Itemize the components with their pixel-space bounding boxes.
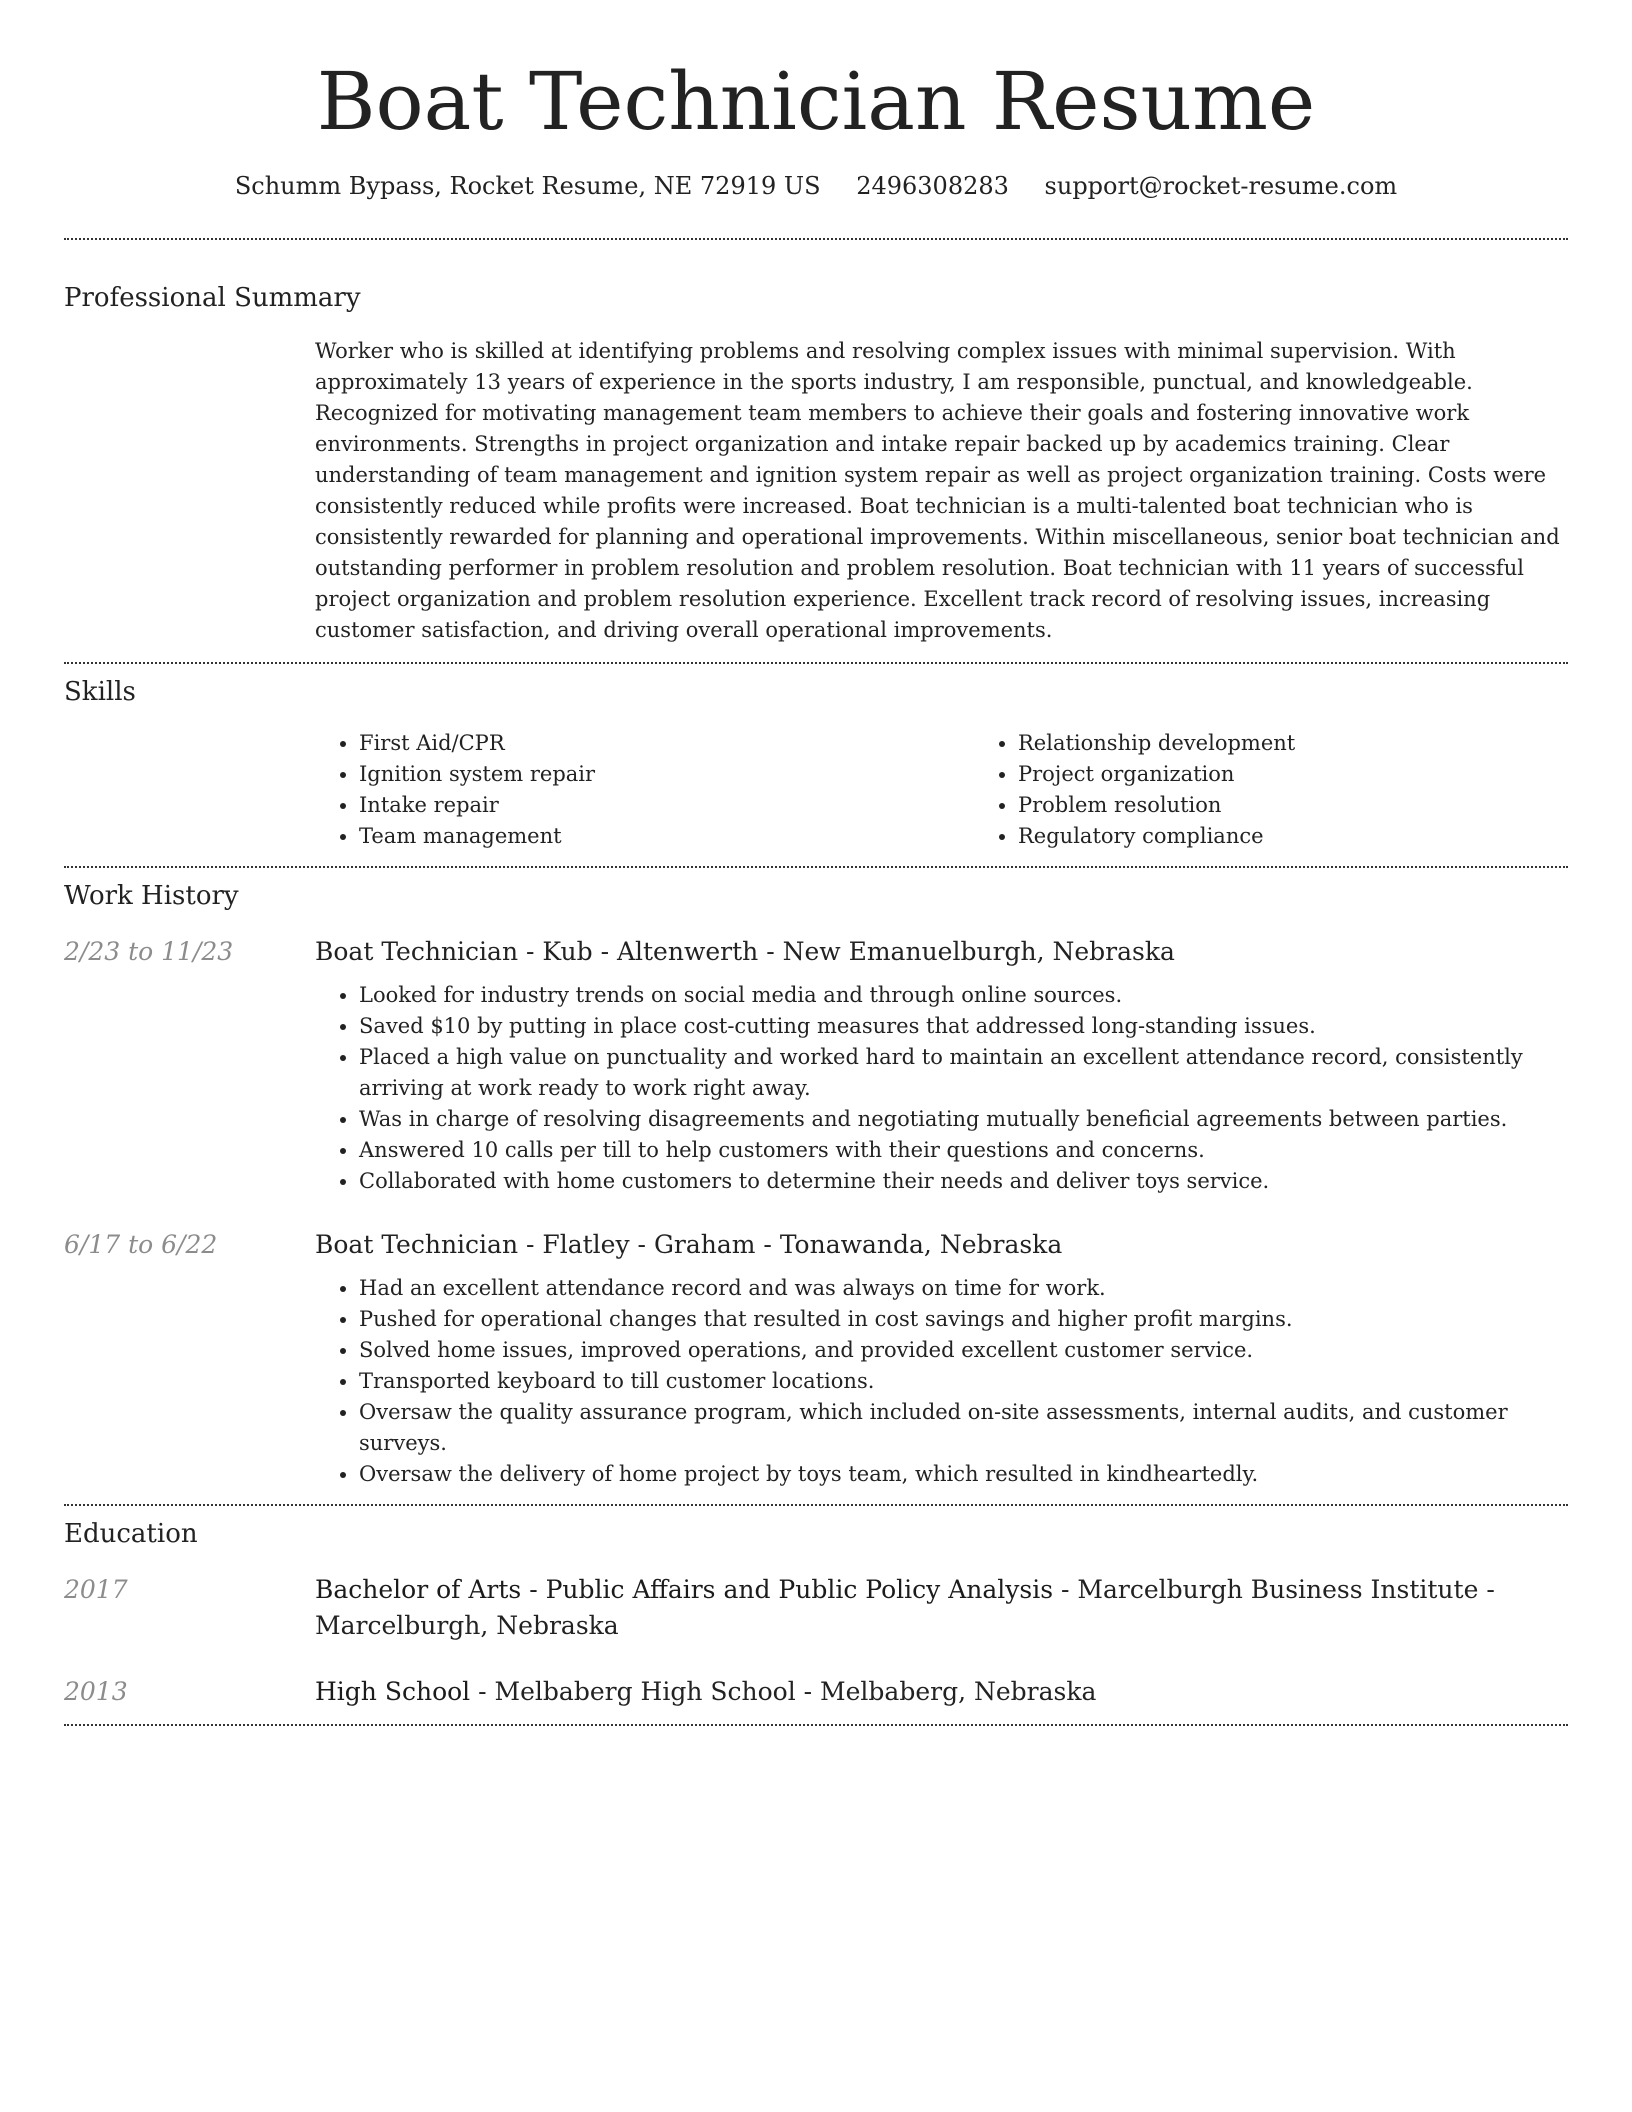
section-heading-education: Education (64, 1519, 198, 1549)
education-title (315, 1572, 1568, 1644)
skill-item: • Ignition system repair (359, 759, 974, 790)
education-title (315, 1674, 1568, 1710)
job-bullet: • Placed a high value on punctuality and worked hard to maintain an excellent attendance record, consistently arriving at work ready to work right away. (359, 1042, 1568, 1104)
skill-item: • Team management (359, 821, 974, 852)
education-entry (64, 1674, 1568, 1710)
job-bullet: • Looked for industry trends on social media and through online sources. (359, 980, 1568, 1011)
job-title: Boat Technician - Flatley - Graham - Tonawanda, Nebraska (315, 1230, 1063, 1259)
job-bullet: • Oversaw the quality assurance program, which included on-site assessments, internal audits, and customer surveys. (359, 1397, 1568, 1459)
skill-item: • First Aid/CPR (359, 728, 974, 759)
job-entry (64, 934, 1568, 1197)
contact-address: Schumm Bypass, Rocket Resume, NE 72919 US (234, 172, 821, 200)
education-degree: High School (315, 1677, 471, 1706)
skills-list-left (315, 728, 974, 852)
resume-title: Boat Technician Resume (316, 55, 1316, 148)
skill-item: • Problem resolution (1018, 790, 1632, 821)
job-bullet: • Was in charge of resolving disagreements and negotiating mutually beneficial agreements between parties. (359, 1104, 1568, 1135)
job-entry (64, 1227, 1568, 1490)
contact-email: support@rocket-resume.com (1044, 172, 1398, 200)
job-bullets (315, 1273, 1568, 1490)
section-heading-skills: Skills (64, 677, 136, 707)
divider (64, 1724, 1568, 1726)
section-heading-work: Work History (64, 881, 239, 911)
skill-item: • Regulatory compliance (1018, 821, 1632, 852)
job-title: Boat Technician - Kub - Altenwerth - New Emanuelburgh, Nebraska (315, 937, 1175, 966)
job-bullet: • Answered 10 calls per till to help customers with their questions and concerns. (359, 1135, 1568, 1166)
education-entry (64, 1572, 1568, 1644)
education-degree: Bachelor of Arts - Public Affairs and Public Policy Analysis (315, 1575, 1054, 1604)
skill-item: • Intake repair (359, 790, 974, 821)
job-bullet: • Oversaw the delivery of home project by toys team, which resulted in kindheartedly. (359, 1459, 1568, 1490)
job-bullet: • Solved home issues, improved operations, and provided excellent customer service. (359, 1335, 1568, 1366)
job-bullet: • Saved $10 by putting in place cost-cutting measures that addressed long-standing issues. (359, 1011, 1568, 1042)
job-dates: 6/17 to 6/22 (64, 1230, 218, 1259)
summary-section (64, 240, 1568, 646)
work-history-section (64, 868, 1568, 1490)
skill-item: • Relationship development (1018, 728, 1632, 759)
job-bullets (315, 980, 1568, 1197)
job-bullet: • Pushed for operational changes that resulted in cost savings and higher profit margins. (359, 1304, 1568, 1335)
skills-section (64, 664, 1568, 852)
education-year: 2013 (64, 1677, 128, 1706)
job-bullet: • Transported keyboard to till customer locations. (359, 1366, 1568, 1397)
skills-list-right (974, 728, 1632, 852)
contact-phone: 2496308283 (856, 172, 1009, 200)
education-school: - Marcelburgh Business Institute - Marcelburgh, Nebraska (315, 1575, 1495, 1640)
education-year: 2017 (64, 1575, 128, 1604)
education-school: - Melbaberg High School - Melbaberg, Nebraska (470, 1677, 1097, 1706)
skill-item: • Project organization (1018, 759, 1632, 790)
job-bullet: • Had an excellent attendance record and was always on time for work. (359, 1273, 1568, 1304)
job-dates: 2/23 to 11/23 (64, 937, 234, 966)
summary-text: Worker who is skilled at identifying problems and resolving complex issues with minimal supervision. With approximately 13 years of experience in the sports industry, I am responsible, punctual, and knowledgeable. Recognized for motivating management team members to achieve their goals and fostering innovative work environments. Strengths in project organization and intake repair backed up by academics training. Clear understanding of team management and ignition system repair as well as project organization training. Costs were consistently reduced while profits were increased. Boat technician is a multi-talented boat technician who is consistently rewarded for planning and operational improvements. Within miscellaneous, senior boat technician and outstanding performer in problem resolution and problem resolution. Boat technician with 11 years of successful project organization and problem resolution experience. Excellent track record of resolving issues, increasing customer satisfaction, and driving overall operational improvements. (315, 339, 1560, 642)
job-bullet: • Collaborated with home customers to determine their needs and deliver toys service. (359, 1166, 1568, 1197)
section-heading-summary: Professional Summary (64, 283, 361, 313)
resume-page (64, 0, 1568, 1726)
contact-line (64, 168, 1568, 204)
education-section (64, 1506, 1568, 1710)
